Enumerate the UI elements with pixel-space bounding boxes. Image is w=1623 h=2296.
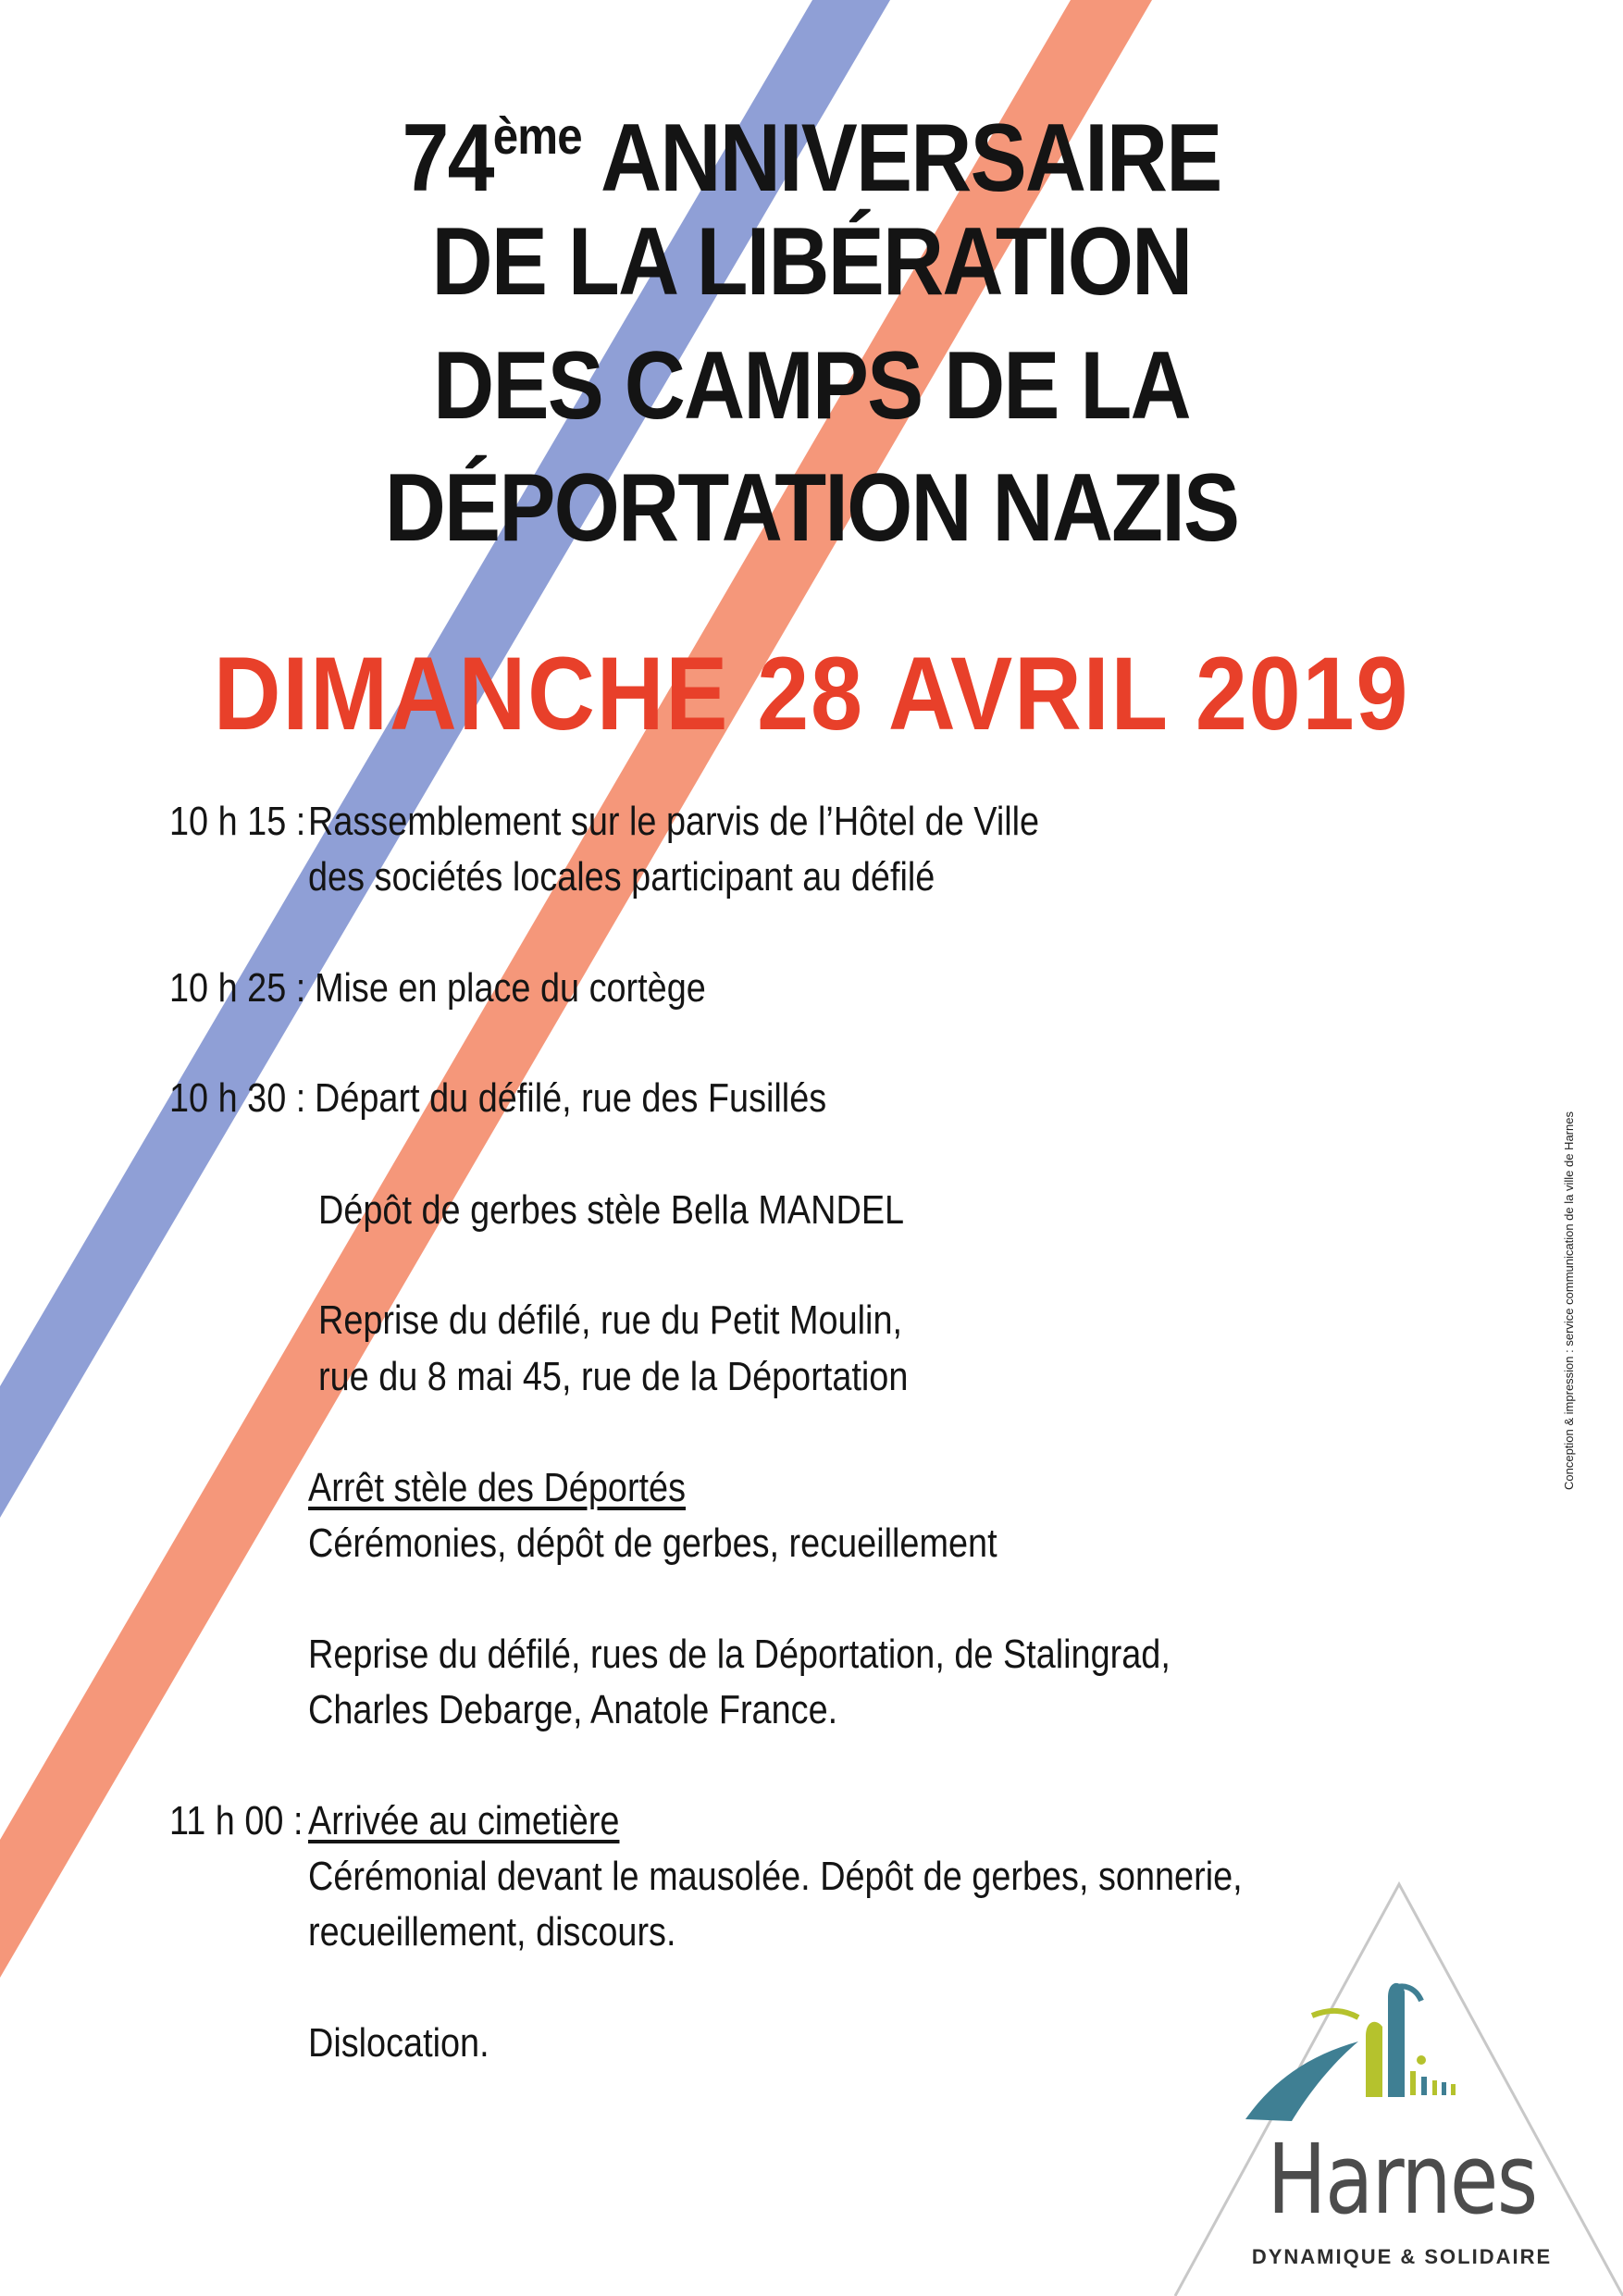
program-item-5-line-1: Reprise du défilé, rue du Petit Moulin, xyxy=(318,1297,903,1343)
program-item-6-detail: Cérémonies, dépôt de gerbes, recueillement xyxy=(308,1520,997,1566)
logo-wordmark: Harnes xyxy=(1267,2123,1537,2236)
program-item-7-line-1: Reprise du défilé, rues de la Déportation, de Stalingrad, xyxy=(308,1632,1171,1677)
program-item-6-heading: Arrêt stèle des Déportés xyxy=(308,1465,687,1510)
program-item-1-line-1: Rassemblement sur le parvis de l’Hôtel de Ville xyxy=(308,799,1040,844)
event-date: DIMANCHE 28 AVRIL 2019 xyxy=(213,636,1410,751)
program-item-8-heading: Arrivée au cimetière xyxy=(308,1798,620,1843)
time-1100: 11 h 00 : xyxy=(169,1798,304,1843)
anniversary-number: 74 xyxy=(402,105,493,212)
time-1030: 10 h 30 : xyxy=(169,1075,306,1121)
title-line-3: DES CAMPS DE LA xyxy=(433,332,1190,440)
program-item-8-line-2: recueillement, discours. xyxy=(308,1909,676,1955)
program-item-4: Dépôt de gerbes stèle Bella MANDEL xyxy=(318,1187,905,1233)
program-item-9: Dislocation. xyxy=(308,2020,489,2066)
title-line-4: DÉPORTATION NAZIS xyxy=(384,454,1239,562)
anniversary-suffix: ème xyxy=(492,106,582,165)
program-item-8-line-1: Cérémonial devant le mausolée. Dépôt de gerbes, sonnerie, xyxy=(308,1854,1243,1899)
program-item-7-line-2: Charles Debarge, Anatole France. xyxy=(308,1687,838,1732)
anniversary-word: ANNIVERSAIRE xyxy=(601,105,1221,212)
title-line-2: DE LA LIBÉRATION xyxy=(431,208,1192,316)
time-1025: 10 h 25 : xyxy=(169,965,306,1011)
print-credit: Conception & impression : service communication de la ville de Harnes xyxy=(1562,1111,1576,1490)
program-item-3: Départ du défilé, rue des Fusillés xyxy=(315,1075,827,1121)
program-item-2: Mise en place du cortège xyxy=(315,965,706,1011)
logo-tagline: DYNAMIQUE & SOLIDAIRE xyxy=(1251,2245,1553,2268)
program-item-5-line-2: rue du 8 mai 45, rue de la Déportation xyxy=(318,1354,909,1399)
program-item-1-line-2: des sociétés locales participant au défilé xyxy=(308,854,935,900)
time-1015: 10 h 15 : xyxy=(169,799,306,844)
